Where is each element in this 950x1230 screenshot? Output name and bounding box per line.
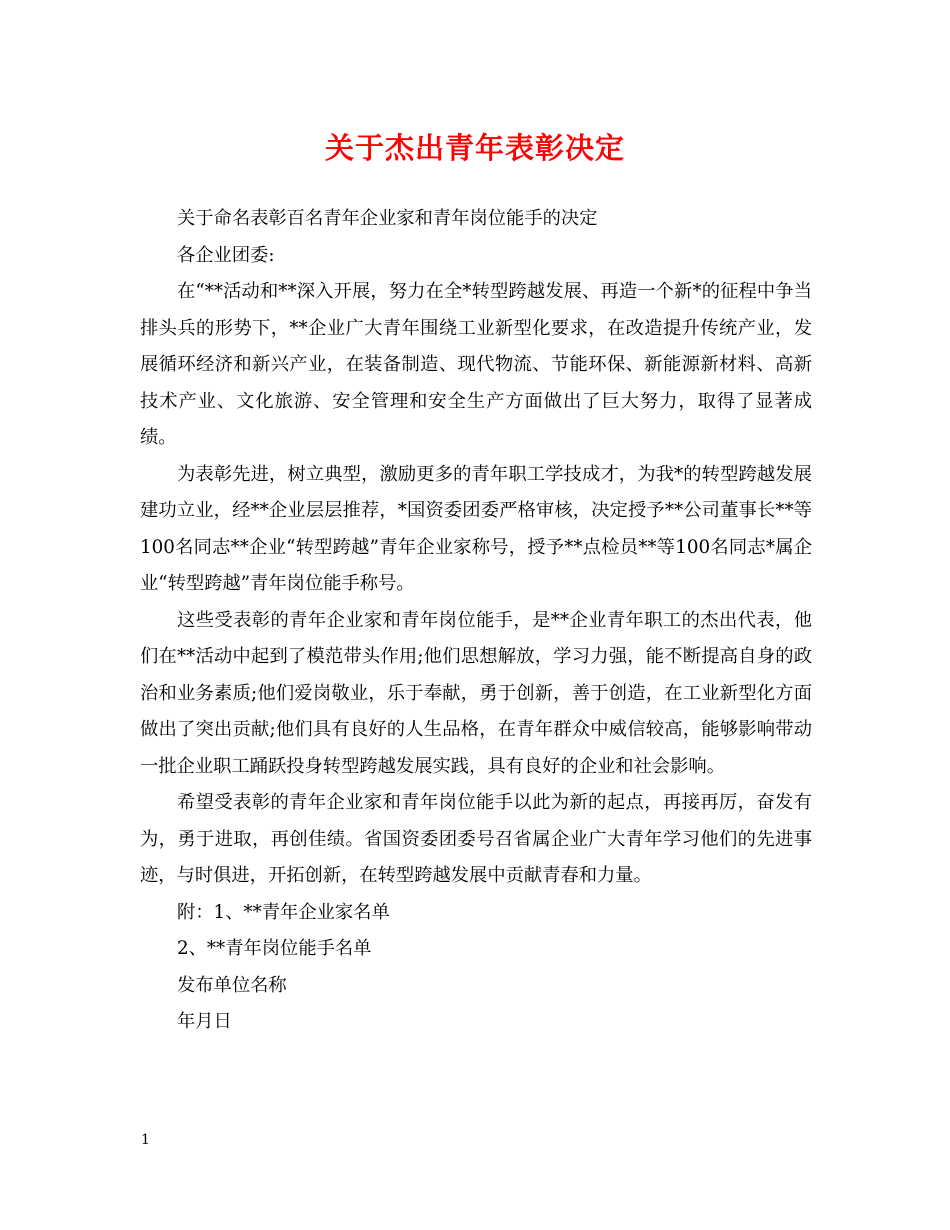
issue-date: 年月日 xyxy=(177,1011,232,1032)
salutation: 各企业团委: xyxy=(177,244,275,266)
attachment-1: 附：1、**青年企业家名单 xyxy=(177,901,390,923)
paragraph-background: 在“**活动和**深入开展，努力在全*转型跨越发展、再造一个新*的征程中争当排头兵的形势下，**企业广大青年围绕工业新型化要求，在改造提升传统产业，发展循环经济和新兴产业，在装备制造、现代物流、节能环保、新能源新材料、高新技术产业、文化旅游、安全管理和安全生产方面做出了巨大努力，取得了显著成绩。 xyxy=(140,281,812,448)
decision-heading: 关于命名表彰百名青年企业家和青年岗位能手的决定 xyxy=(177,208,598,229)
paragraph-decision: 为表彰先进，树立典型，激励更多的青年职工学技成才，为我*的转型跨越发展建功立业，经**企业层层推荐，*国资委团委严格审核，决定授予**公司董事长**等100名同志**企业“转型跨越”青年企业家称号，授予**点检员**等100名同志*属企业“转型跨越”青年岗位能手称号。 xyxy=(140,463,812,594)
attachment-2: 2、**青年岗位能手名单 xyxy=(177,938,372,959)
issuer-name: 发布单位名称 xyxy=(177,974,287,996)
page-number: 1 xyxy=(141,1132,150,1148)
paragraph-praise: 这些受表彰的青年企业家和青年岗位能手，是**企业青年职工的杰出代表，他们在**活动中起到了模范带头作用;他们思想解放，学习力强，能不断提高自身的政治和业务素质;他们爱岗敬业，乐于奉献，勇于创新，善于创造，在工业新型化方面做出了突出贡献;他们具有良好的人生品格，在青年群众中威信较高，能够影响带动一批企业职工踊跃投身转型跨越发展实践，具有良好的企业和社会影响。 xyxy=(140,609,812,777)
document-title: 关于杰出青年表彰决定 xyxy=(324,131,625,165)
document-body xyxy=(140,201,812,1041)
paragraph-hope: 希望受表彰的青年企业家和青年岗位能手以此为新的起点，再接再厉，奋发有为，勇于进取，再创佳绩。省国资委团委号召省属企业广大青年学习他们的先进事迹，与时俱进，开拓创新，在转型跨越发展中贡献青春和力量。 xyxy=(140,792,812,886)
